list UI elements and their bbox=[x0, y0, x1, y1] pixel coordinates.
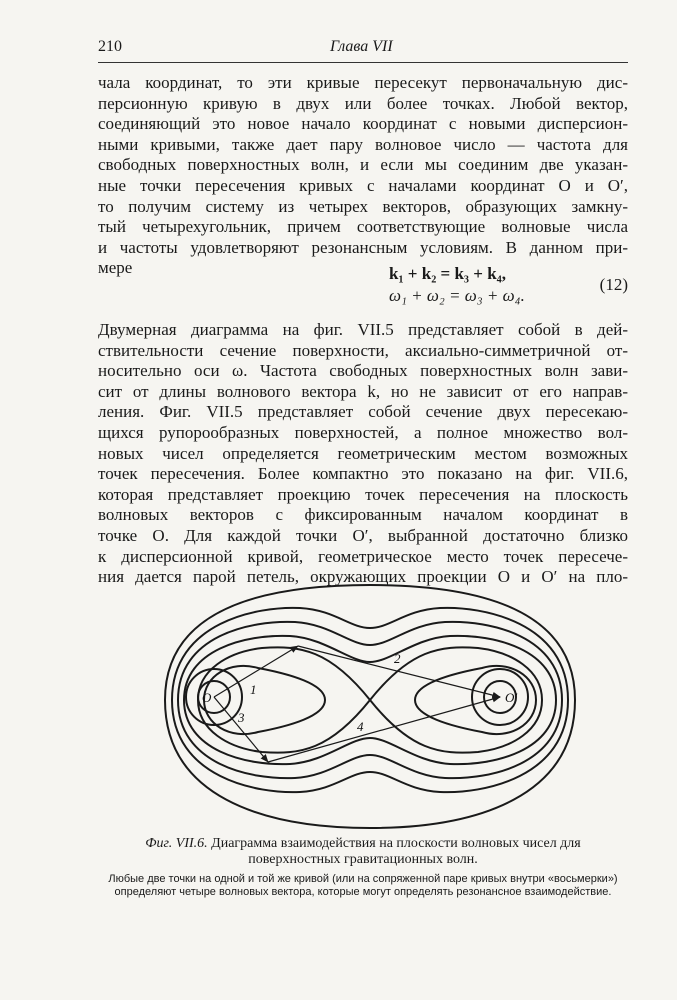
text-line: соединяющий это новое начало координат с новыми дисперсион- bbox=[98, 114, 628, 134]
text-line: и частоты удовлетворяют резонансным условиям. В данном при- bbox=[98, 237, 628, 257]
caption-text: Диаграмма взаимодействия на плоскости волновых чисел для поверхностных гравитационных волн. bbox=[211, 836, 581, 867]
text-line: носительно оси ω. Частота свободных поверхностных волн зави- bbox=[98, 361, 628, 381]
text-line: сит от длины волнового вектора k, но не зависит от его направ- bbox=[98, 381, 628, 401]
figure-note: Любые две точки на одной и той же кривой (или на сопряженной паре кривых внутри «восьмерки») определяют четыре волновых вектора, которые могут определять резонансное взаимодействие. bbox=[108, 873, 618, 898]
paragraph-2 bbox=[98, 320, 628, 588]
equation-number: (12) bbox=[599, 275, 628, 294]
text-line: новых чисел определяется геометрическим местом возможных bbox=[98, 443, 628, 463]
text-line: мере bbox=[98, 258, 133, 278]
text-line: к дисперсионной кривой, геометрическое место точек пересече- bbox=[98, 546, 628, 566]
text-line: ными кривыми, также дает пару волновое число — частота для bbox=[98, 134, 628, 154]
label-vector-1: 1 bbox=[250, 682, 257, 697]
text-line: персионную кривую в двух или более точках. Любой вектор, bbox=[98, 93, 628, 113]
text-line: точек пересечения. Более компактно это показано на фиг. VII.6, bbox=[98, 464, 628, 484]
running-head: Глава VII bbox=[330, 38, 393, 55]
equation-wave-numbers: k₁ + k₂ = k₃ + k₄, bbox=[389, 264, 507, 283]
text-line: щихся рупорообразных поверхностей, а полное множество вол- bbox=[98, 422, 628, 442]
text-line: чала координат, то эти кривые пересекут первоначальную дис- bbox=[98, 73, 628, 92]
header-rule bbox=[98, 62, 628, 63]
text-line: которая представляет проекцию точек пересечения на плоскость bbox=[98, 484, 628, 504]
text-line: то получим систему из четырех векторов, образующих замкну- bbox=[98, 196, 628, 216]
figure-caption bbox=[98, 836, 628, 868]
equation-frequencies: ω₁ + ω₂ = ω₃ + ω₄. bbox=[389, 286, 525, 305]
text-line: ния дается парой петель, окружающих проекции O и O′ на пло- bbox=[98, 567, 628, 587]
text-line: тый четырехугольник, причем соответствующие волновые числа bbox=[98, 217, 628, 237]
page-number: 210 bbox=[98, 38, 122, 55]
text-line: волновых векторов с фиксированным началом координат в bbox=[98, 505, 628, 525]
text-line: ные точки пересечения кривых с началами координат O и O′, bbox=[98, 175, 628, 195]
text-line: точке O. Для каждой точки O′, выбранной достаточно близко bbox=[98, 525, 628, 545]
text-line: ления. Фиг. VII.5 представляет собой сечение двух пересекаю- bbox=[98, 402, 628, 422]
label-vector-2: 2 bbox=[394, 651, 401, 666]
label-origin-prime: O′ bbox=[505, 690, 518, 705]
equation-block bbox=[98, 262, 628, 306]
text-line: Двумерная диаграмма на фиг. VII.5 представляет собой в дей- bbox=[98, 320, 628, 339]
label-origin: O bbox=[202, 690, 212, 705]
label-vector-3: 3 bbox=[238, 710, 245, 725]
label-vector-4: 4 bbox=[357, 719, 364, 734]
text-line: ствительности сечение поверхности, аксиально-симметричной от- bbox=[98, 340, 628, 360]
caption-label: Фиг. VII.6. bbox=[145, 836, 208, 851]
interaction-diagram bbox=[160, 578, 580, 833]
text-line: свободных поверхностных волн, и если мы соединим две указан- bbox=[98, 155, 628, 175]
paragraph-1 bbox=[98, 73, 628, 279]
